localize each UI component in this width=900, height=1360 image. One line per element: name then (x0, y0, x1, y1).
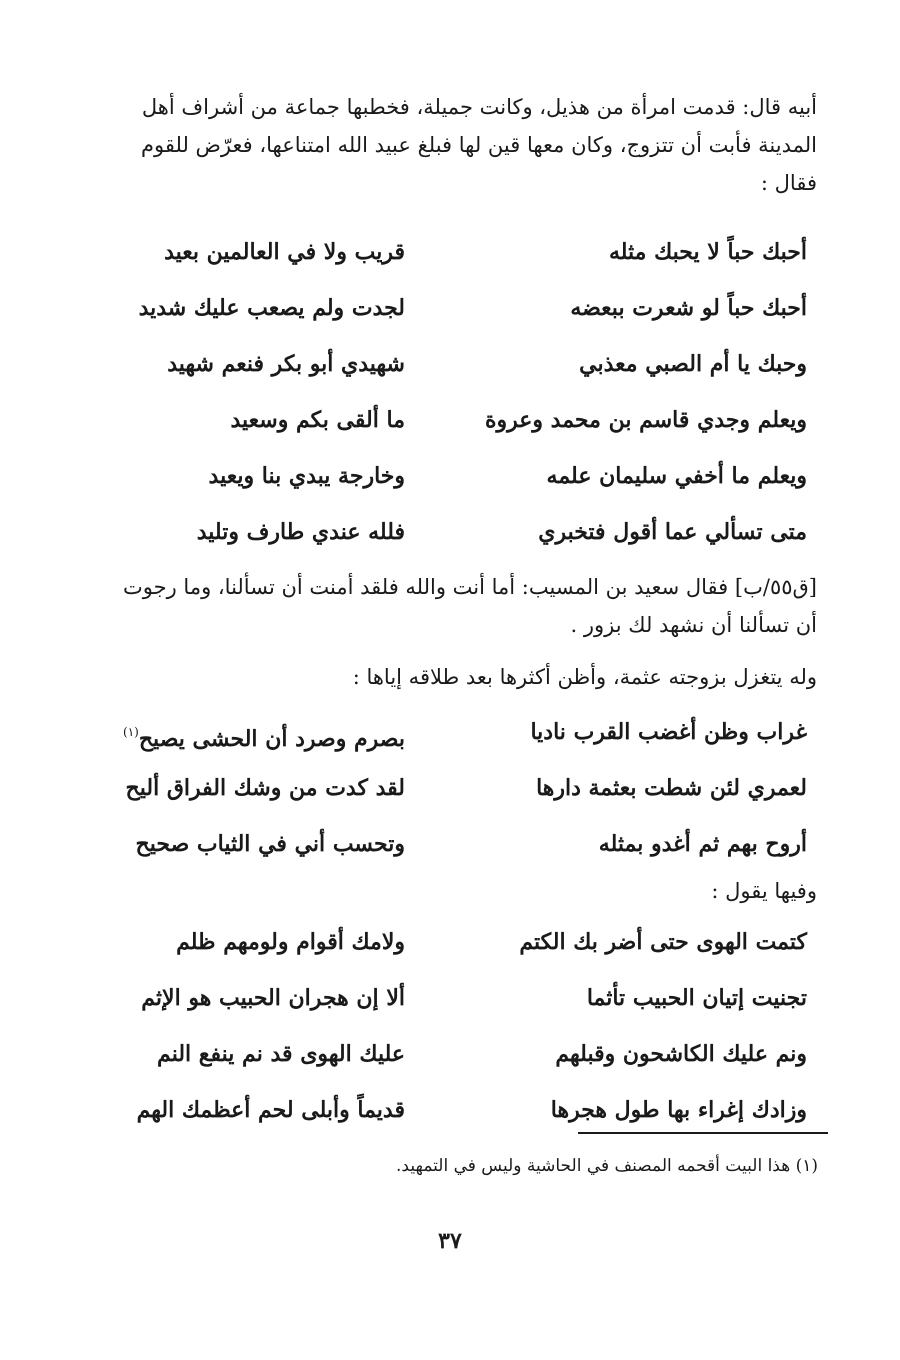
hemistich-text: بصرم وصرد أن الحشى يصيح (138, 726, 405, 752)
verse-first-hemistich: ونم عليك الكاشحون وقبلهم (555, 1041, 807, 1067)
verse-first-hemistich: تجنيت إتيان الحبيب تأثما (586, 985, 807, 1011)
verse (105, 704, 817, 760)
verse-second-hemistich: وتحسب أني في الثياب صحيح (135, 831, 405, 857)
verse-first-hemistich: لعمري لئن شطت بعثمة دارها (536, 775, 807, 801)
verse-first-hemistich: وزادك إغراء بها طول هجرها (550, 1097, 807, 1123)
verse-first-hemistich: غراب وظن أغضب القرب ناديا (530, 719, 807, 745)
verse (105, 280, 817, 336)
poem-3 (105, 914, 817, 1138)
poem-1 (105, 224, 817, 560)
verse (105, 1026, 817, 1082)
verse-first-hemistich: ويعلم ما أخفي سليمان علمه (546, 463, 807, 489)
verse-second-hemistich: ولامك أقوام ولومهم ظلم (176, 929, 405, 955)
verse (105, 504, 817, 560)
verse-second-hemistich: وخارجة يبدي بنا ويعيد (208, 463, 405, 489)
verse-second-hemistich: عليك الهوى قد نم ينفع النم (157, 1041, 405, 1067)
page-body (105, 88, 817, 1138)
verse (105, 448, 817, 504)
footnote: (١) هذا البيت أقحمه المصنف في الحاشية وليس في التمهيد. (396, 1156, 818, 1176)
poem-introduction: وله يتغزل بزوجته عثمة، وأظن أكثرها بعد طلاقه إياها : (352, 665, 817, 689)
verse-second-hemistich: ما ألقى بكم وسعيد (230, 407, 405, 433)
intro-paragraph: أبيه قال: قدمت امرأة من هذيل، وكانت جميلة، فخطبها جماعة من أشراف أهل المدينة فأبت أن تتزوج، وكان معها قين لها فبلغ عبيد الله امتناعها، فعرّض للقوم فقال : (141, 95, 817, 195)
verse-second-hemistich: لجدت ولم يصعب عليك شديد (138, 295, 405, 321)
verse-first-hemistich: أحبك حباً لا يحبك مثله (608, 239, 807, 265)
verse-first-hemistich: وحبك يا أم الصبي معذبي (579, 351, 807, 377)
verse (105, 970, 817, 1026)
verse-second-hemistich: قديماً وأبلى لحم أعظمك الهم (136, 1097, 405, 1123)
verse-second-hemistich (105, 704, 405, 760)
verse-second-hemistich: ألا إن هجران الحبيب هو الإثم (141, 985, 405, 1011)
verse (105, 1082, 817, 1138)
verse-first-hemistich: كتمت الهوى حتى أضر بك الكتم (519, 929, 807, 955)
verse-first-hemistich: أروح بهم ثم أغدو بمثله (598, 831, 807, 857)
verse (105, 914, 817, 970)
verse-first-hemistich: متى تسألي عما أقول فتخبري (538, 519, 807, 545)
verse (105, 816, 817, 872)
verse-second-hemistich: قريب ولا في العالمين بعيد (164, 239, 405, 265)
verse-second-hemistich: لقد كدت من وشك الفراق أليح (125, 775, 405, 801)
page-number: ٣٧ (438, 1228, 462, 1254)
verse-first-hemistich: ويعلم وجدي قاسم بن محمد وعروة (484, 407, 807, 433)
poem-introduction: وفيها يقول : (711, 879, 817, 903)
footnote-divider (578, 1132, 828, 1134)
narration-paragraph: [ق٥٥/ب] فقال سعيد بن المسيب: أما أنت والله فلقد أمنت أن تسألنا، وما رجوت أن تسألنا أن نشهد لك بزور . (123, 575, 817, 637)
verse-first-hemistich: أحبك حباً لو شعرت ببعضه (570, 295, 807, 321)
verse (105, 224, 817, 280)
footnote-marker: (١) (123, 725, 139, 739)
verse (105, 760, 817, 816)
verse-second-hemistich: فلله عندي طارف وتليد (196, 519, 405, 545)
verse-second-hemistich: شهيدي أبو بكر فنعم شهيد (167, 351, 405, 377)
poem-2 (105, 704, 817, 872)
verse (105, 392, 817, 448)
verse (105, 336, 817, 392)
